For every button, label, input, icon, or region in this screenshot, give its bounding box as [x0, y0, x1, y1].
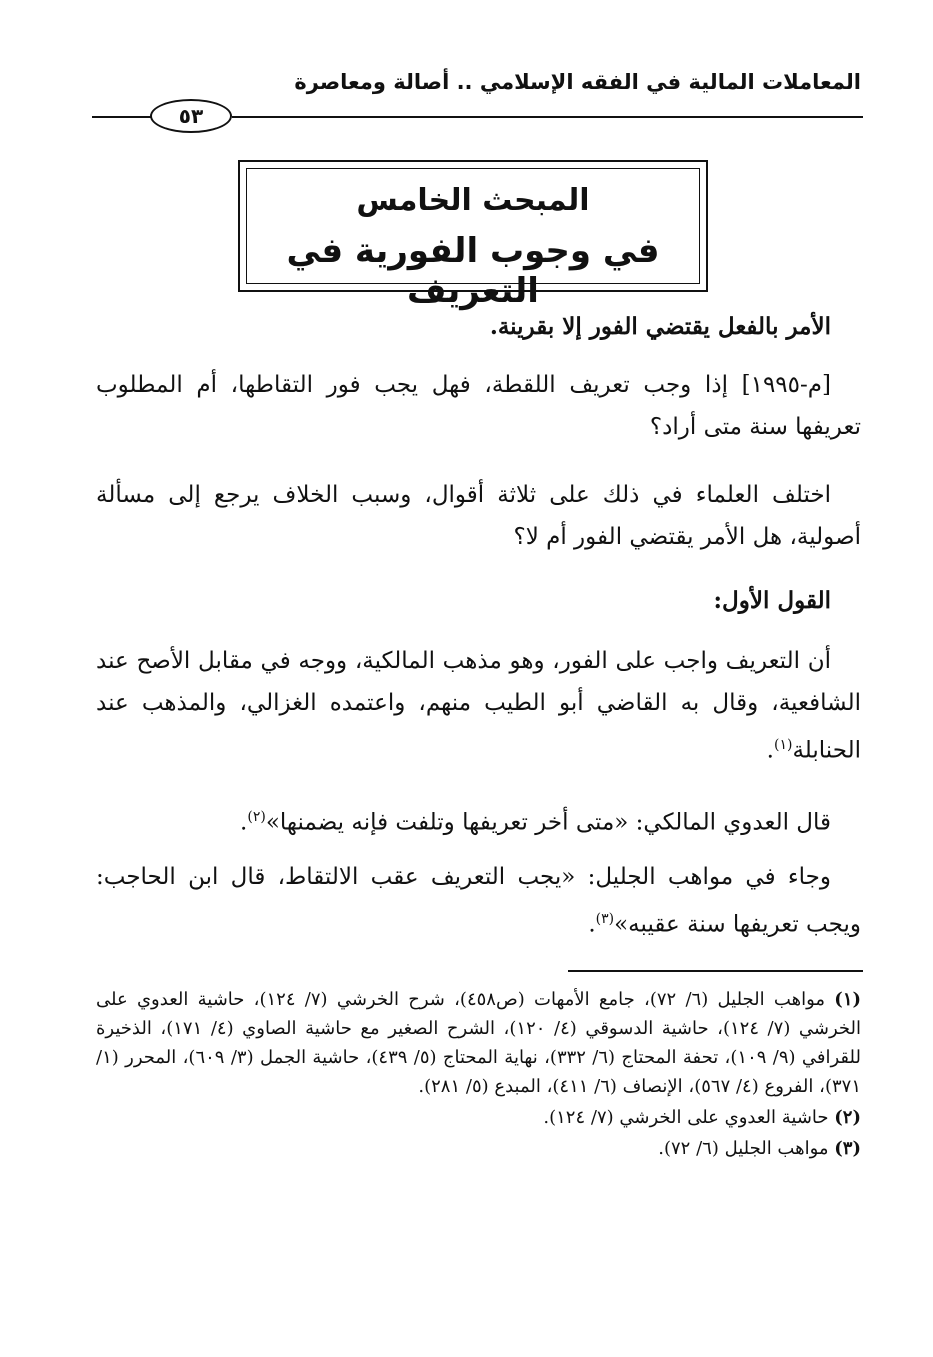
- paragraph-question: [م-١٩٩٥] إذا وجب تعريف اللقطة، فهل يجب فور التقاطها، أم المطلوب تعريفها سنة متى أراد؟: [96, 372, 861, 440]
- page-number: ٥٣: [150, 99, 232, 133]
- section-title-line1: المبحث الخامس: [356, 183, 590, 218]
- paragraph-adawi-quote-end: .: [240, 809, 248, 836]
- footnote-3: [96, 1134, 861, 1163]
- header-rule-right: [232, 116, 863, 118]
- footnote-ref-3[interactable]: (٣): [595, 911, 615, 927]
- subheading-first-opinion: القول الأول:: [713, 587, 831, 614]
- footnote-ref-2[interactable]: (٢): [247, 809, 266, 825]
- footnote-number: (٢): [834, 1107, 861, 1128]
- footnote-text: حاشية العدوي على الخرشي (٧/ ١٢٤).: [543, 1107, 829, 1128]
- paragraph-mawahib-quote-end: .: [588, 911, 596, 938]
- footnote-ref-1[interactable]: (١): [773, 737, 793, 753]
- paragraph-first-opinion: [96, 640, 861, 772]
- footnote-1: [96, 985, 861, 1101]
- section-title-inner-frame: [246, 168, 700, 311]
- footnote-separator: [568, 970, 863, 972]
- footnote-text: مواهب الجليل (٦/ ٧٢).: [658, 1138, 829, 1159]
- paragraph-disagreement: اختلف العلماء في ذلك على ثلاثة أقوال، وسبب الخلاف يرجع إلى مسألة أصولية، هل الأمر يقتضي الفور أم لا؟: [96, 482, 861, 550]
- paragraph-adawi-quote-text: قال العدوي المالكي: «متى أخر تعريفها وتلفت فإنه يضمنها»: [265, 809, 831, 836]
- paragraph-rule: الأمر بالفعل يقتضي الفور إلا بقرينة.: [489, 313, 831, 340]
- footnote-2: [96, 1103, 861, 1132]
- paragraph-mawahib-quote-text: وجاء في مواهب الجليل: «يجب التعريف عقب الالتقاط، قال ابن الحاجب: ويجب تعريفها سنة عقيبه»: [96, 864, 861, 938]
- paragraph-first-opinion-end: .: [766, 737, 774, 764]
- paragraph-first-opinion-text: أن التعريف واجب على الفور، وهو مذهب المالكية، ووجه في مقابل الأصح عند الشافعية، وقال به القاضي أبو الطيب منهم، واعتمده الغزالي، والمذهب عند الحنابلة: [96, 648, 861, 764]
- running-title: المعاملات المالية في الفقه الإسلامي .. أصالة ومعاصرة: [294, 70, 861, 94]
- paragraph-mawahib-quote: [96, 856, 861, 946]
- footnotes: [96, 985, 861, 1165]
- paragraph-adawi-quote: [96, 796, 861, 844]
- header-rule-left: [92, 116, 152, 118]
- footnote-text: مواهب الجليل (٦/ ٧٢)، جامع الأمهات (ص٤٥٨)، شرح الخرشي (٧/ ١٢٤)، حاشية العدوي على الخرشي (٧/ ١٢٤)، حاشية الدسوقي (٤/ ١٢٠)، الشرح الصغير مع حاشية الصاوي (٤/ ١٧١)، الذخيرة للقرافي (٩/ ١٠٩)، تحفة المحتاج (٦/ ٣٣٢)، نهاية المحتاج (٥/ ٤٣٩)، حاشية الجمل (٣/ ٦٠٩)، المحرر (١/ ٣٧١)، الفروع (٤/ ٥٦٧)، الإنصاف (٦/ ٤١١)، المبدع (٥/ ٢٨١).: [96, 989, 862, 1097]
- footnote-number: (١): [834, 989, 862, 1010]
- section-title-box: [238, 160, 708, 311]
- section-title-line2: في وجوب الفورية في التعريف: [286, 231, 660, 311]
- footnote-number: (٣): [834, 1138, 861, 1159]
